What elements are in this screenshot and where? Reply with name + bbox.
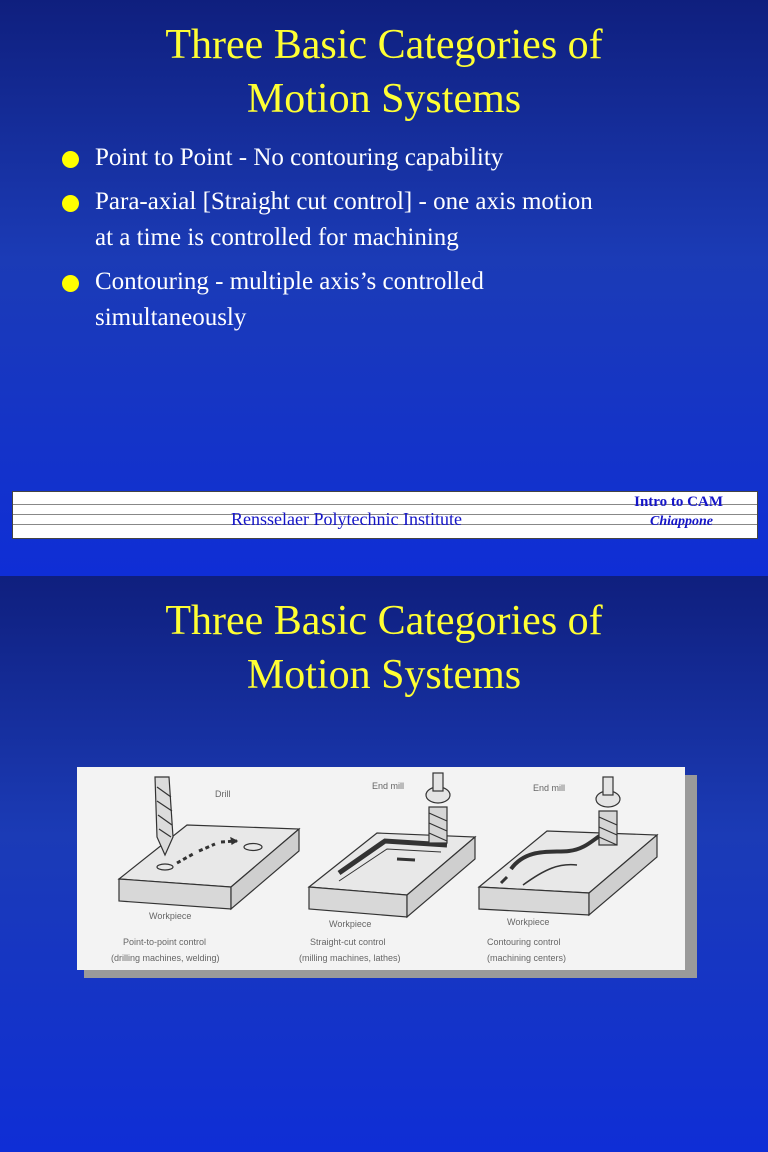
title-line-1: Three Basic Categories of [165, 22, 603, 68]
end-mill-icon [426, 773, 450, 843]
workpiece-label: Workpiece [329, 919, 372, 929]
bullet-item [62, 264, 752, 336]
drill-icon [155, 777, 173, 855]
bullet-dot-icon [62, 151, 79, 168]
slide-2 [0, 576, 768, 1152]
arrow-icon [397, 859, 415, 860]
slide-title [0, 594, 768, 702]
footer-institution: Rensselaer Polytechnic Institute [231, 509, 462, 529]
caption-line: Straight-cut control [310, 937, 386, 947]
title-line-2: Motion Systems [246, 76, 522, 122]
caption-line: (machining centers) [487, 953, 567, 963]
end-mill-icon [596, 777, 620, 845]
motion-systems-illustration [77, 767, 685, 970]
bullet-list [62, 140, 752, 344]
title-line-1: Three Basic Categories of [165, 598, 603, 644]
bullet-text-line: simultaneously [95, 304, 247, 331]
caption-line: (drilling machines, welding) [111, 953, 220, 963]
bullet-dot-icon [62, 275, 79, 292]
bullet-text: Point to Point - No contouring capability [95, 144, 504, 171]
workpiece-block-3 [479, 831, 657, 915]
tool-label: End mill [533, 783, 566, 793]
workpiece-label: Workpiece [149, 911, 192, 921]
bullet-text-line: at a time is controlled for machining [95, 224, 459, 251]
bullet-item [62, 184, 752, 256]
tool-label: Drill [215, 789, 231, 799]
slide-footer [12, 491, 758, 539]
slide-title [0, 18, 768, 126]
caption-line: Contouring control [487, 937, 561, 947]
caption-line: Point-to-point control [123, 937, 207, 947]
tool-label: End mill [372, 781, 405, 791]
footer-author: Chiappone [649, 514, 713, 529]
caption-line: (milling machines, lathes) [299, 953, 401, 963]
bullet-text-line: Para-axial [Straight cut control] - one axis motion [95, 188, 593, 215]
bullet-dot-icon [62, 195, 79, 212]
footer-course: Intro to CAM [634, 494, 723, 510]
workpiece-block-1 [119, 825, 299, 909]
workpiece-block-2 [309, 833, 475, 917]
bullet-text-line: Contouring - multiple axis’s controlled [95, 268, 484, 295]
workpiece-label: Workpiece [507, 917, 550, 927]
title-line-2: Motion Systems [246, 652, 522, 698]
motion-systems-figure [77, 767, 685, 970]
bullet-item [62, 140, 752, 176]
